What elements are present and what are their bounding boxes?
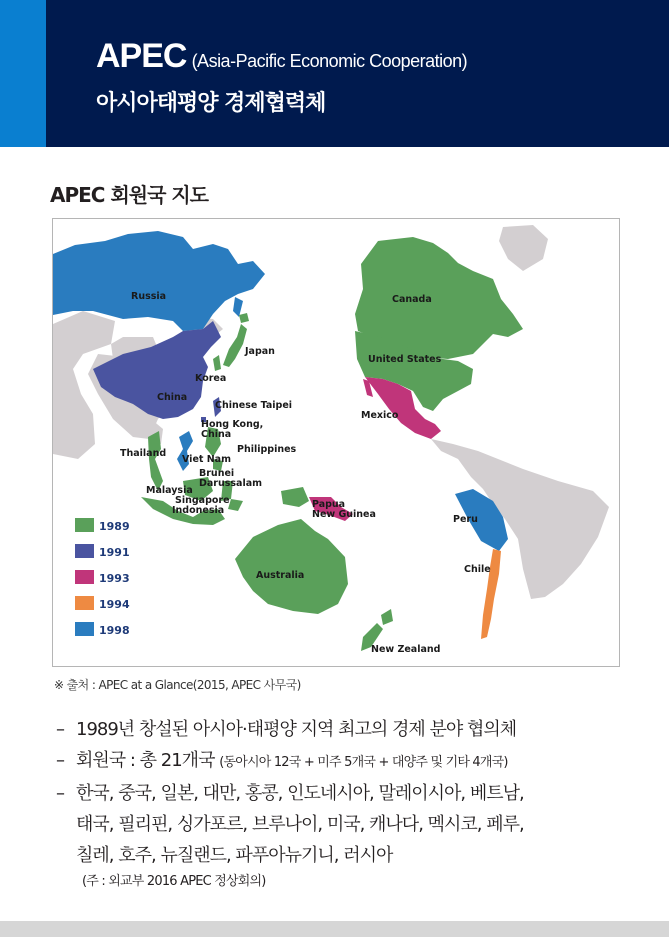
legend-swatch-1993 — [75, 570, 94, 584]
header-accent-bar — [0, 0, 46, 147]
legend — [75, 518, 130, 637]
member-list-note: (주 : 외교부 2016 APEC 정상회의) — [82, 874, 266, 889]
label-chinese-taipei: Chinese Taipei — [215, 400, 293, 411]
label-brunei-2: Darussalam — [199, 478, 263, 489]
legend-label-1991: 1991 — [99, 546, 130, 559]
label-indonesia: Indonesia — [172, 505, 225, 516]
label-korea: Korea — [195, 373, 227, 384]
label-china: China — [157, 392, 188, 403]
label-australia: Australia — [256, 570, 305, 581]
label-japan: Japan — [245, 346, 275, 357]
label-malaysia: Malaysia — [146, 485, 193, 496]
bullet-member-list-line1: 한국, 중국, 일본, 대만, 홍콩, 인도네시아, 말레이시아, 베트남, — [76, 783, 524, 804]
label-chile: Chile — [464, 564, 491, 575]
apec-member-map — [52, 218, 620, 667]
footer-band — [0, 921, 669, 937]
legend-label-1998: 1998 — [99, 624, 130, 637]
bullet-member-list-line2: 태국, 필리핀, 싱가포르, 브루나이, 미국, 캐나다, 멕시코, 페루, — [76, 814, 524, 835]
page-title — [96, 37, 467, 76]
label-mexico: Mexico — [361, 410, 399, 421]
label-hong-kong-1: Hong Kong, — [201, 419, 264, 430]
page-subtitle: 아시아태평양 경제협력체 — [96, 91, 326, 116]
label-philippines: Philippines — [237, 444, 297, 455]
world-map-svg — [53, 219, 619, 666]
viet-nam-shape — [177, 431, 193, 471]
legend-label-1993: 1993 — [99, 572, 130, 585]
label-new-zealand: New Zealand — [371, 644, 441, 655]
source-note: ※ 출처 : APEC at a Glance(2015, APEC 사무국) — [54, 678, 301, 692]
label-papua: Papua — [312, 499, 346, 510]
label-united-states: United States — [368, 354, 442, 365]
legend-label-1989: 1989 — [99, 520, 130, 533]
bullet-founding — [56, 714, 656, 745]
sakhalin-shape — [233, 297, 243, 317]
chile-shape — [481, 549, 501, 639]
bullet-member-list — [56, 778, 656, 809]
label-thailand: Thailand — [120, 448, 167, 459]
legend-label-1994: 1994 — [99, 598, 130, 611]
bullet-dash: – — [56, 783, 64, 804]
legend-swatch-1991 — [75, 544, 94, 558]
bullet-dash: – — [56, 719, 64, 740]
label-singapore: Singapore — [175, 495, 230, 506]
label-hong-kong-2: China — [201, 429, 232, 440]
label-peru: Peru — [453, 514, 478, 525]
bullet-members-count — [56, 745, 656, 778]
bullet-members-count-text: 회원국 : 총 21개국 — [76, 750, 220, 771]
title-main: APEC — [96, 37, 187, 75]
bullet-founding-text: 1989년 창설된 아시아·태평양 지역 최고의 경제 분야 협의체 — [76, 719, 517, 740]
bullet-member-list-line3: 칠레, 호주, 뉴질랜드, 파푸아뉴기니, 러시아 — [76, 845, 393, 866]
bullet-dash: – — [56, 750, 64, 771]
header-banner — [0, 0, 669, 147]
legend-swatch-1994 — [75, 596, 94, 610]
label-new-guinea: New Guinea — [312, 509, 376, 520]
info-bullets — [56, 714, 656, 893]
title-paren: (Asia-Pacific Economic Cooperation) — [191, 51, 468, 71]
legend-swatch-1998 — [75, 622, 94, 636]
section-title: APEC 회원국 지도 — [50, 183, 209, 207]
label-viet-nam: Viet Nam — [182, 454, 231, 465]
label-canada: Canada — [392, 294, 432, 305]
bullet-members-count-detail: (동아시아 12국 + 미주 5개국 + 대양주 및 기타 4개국) — [219, 755, 508, 770]
label-brunei-1: Brunei — [199, 468, 235, 479]
label-russia: Russia — [131, 291, 167, 302]
legend-swatch-1989 — [75, 518, 94, 532]
